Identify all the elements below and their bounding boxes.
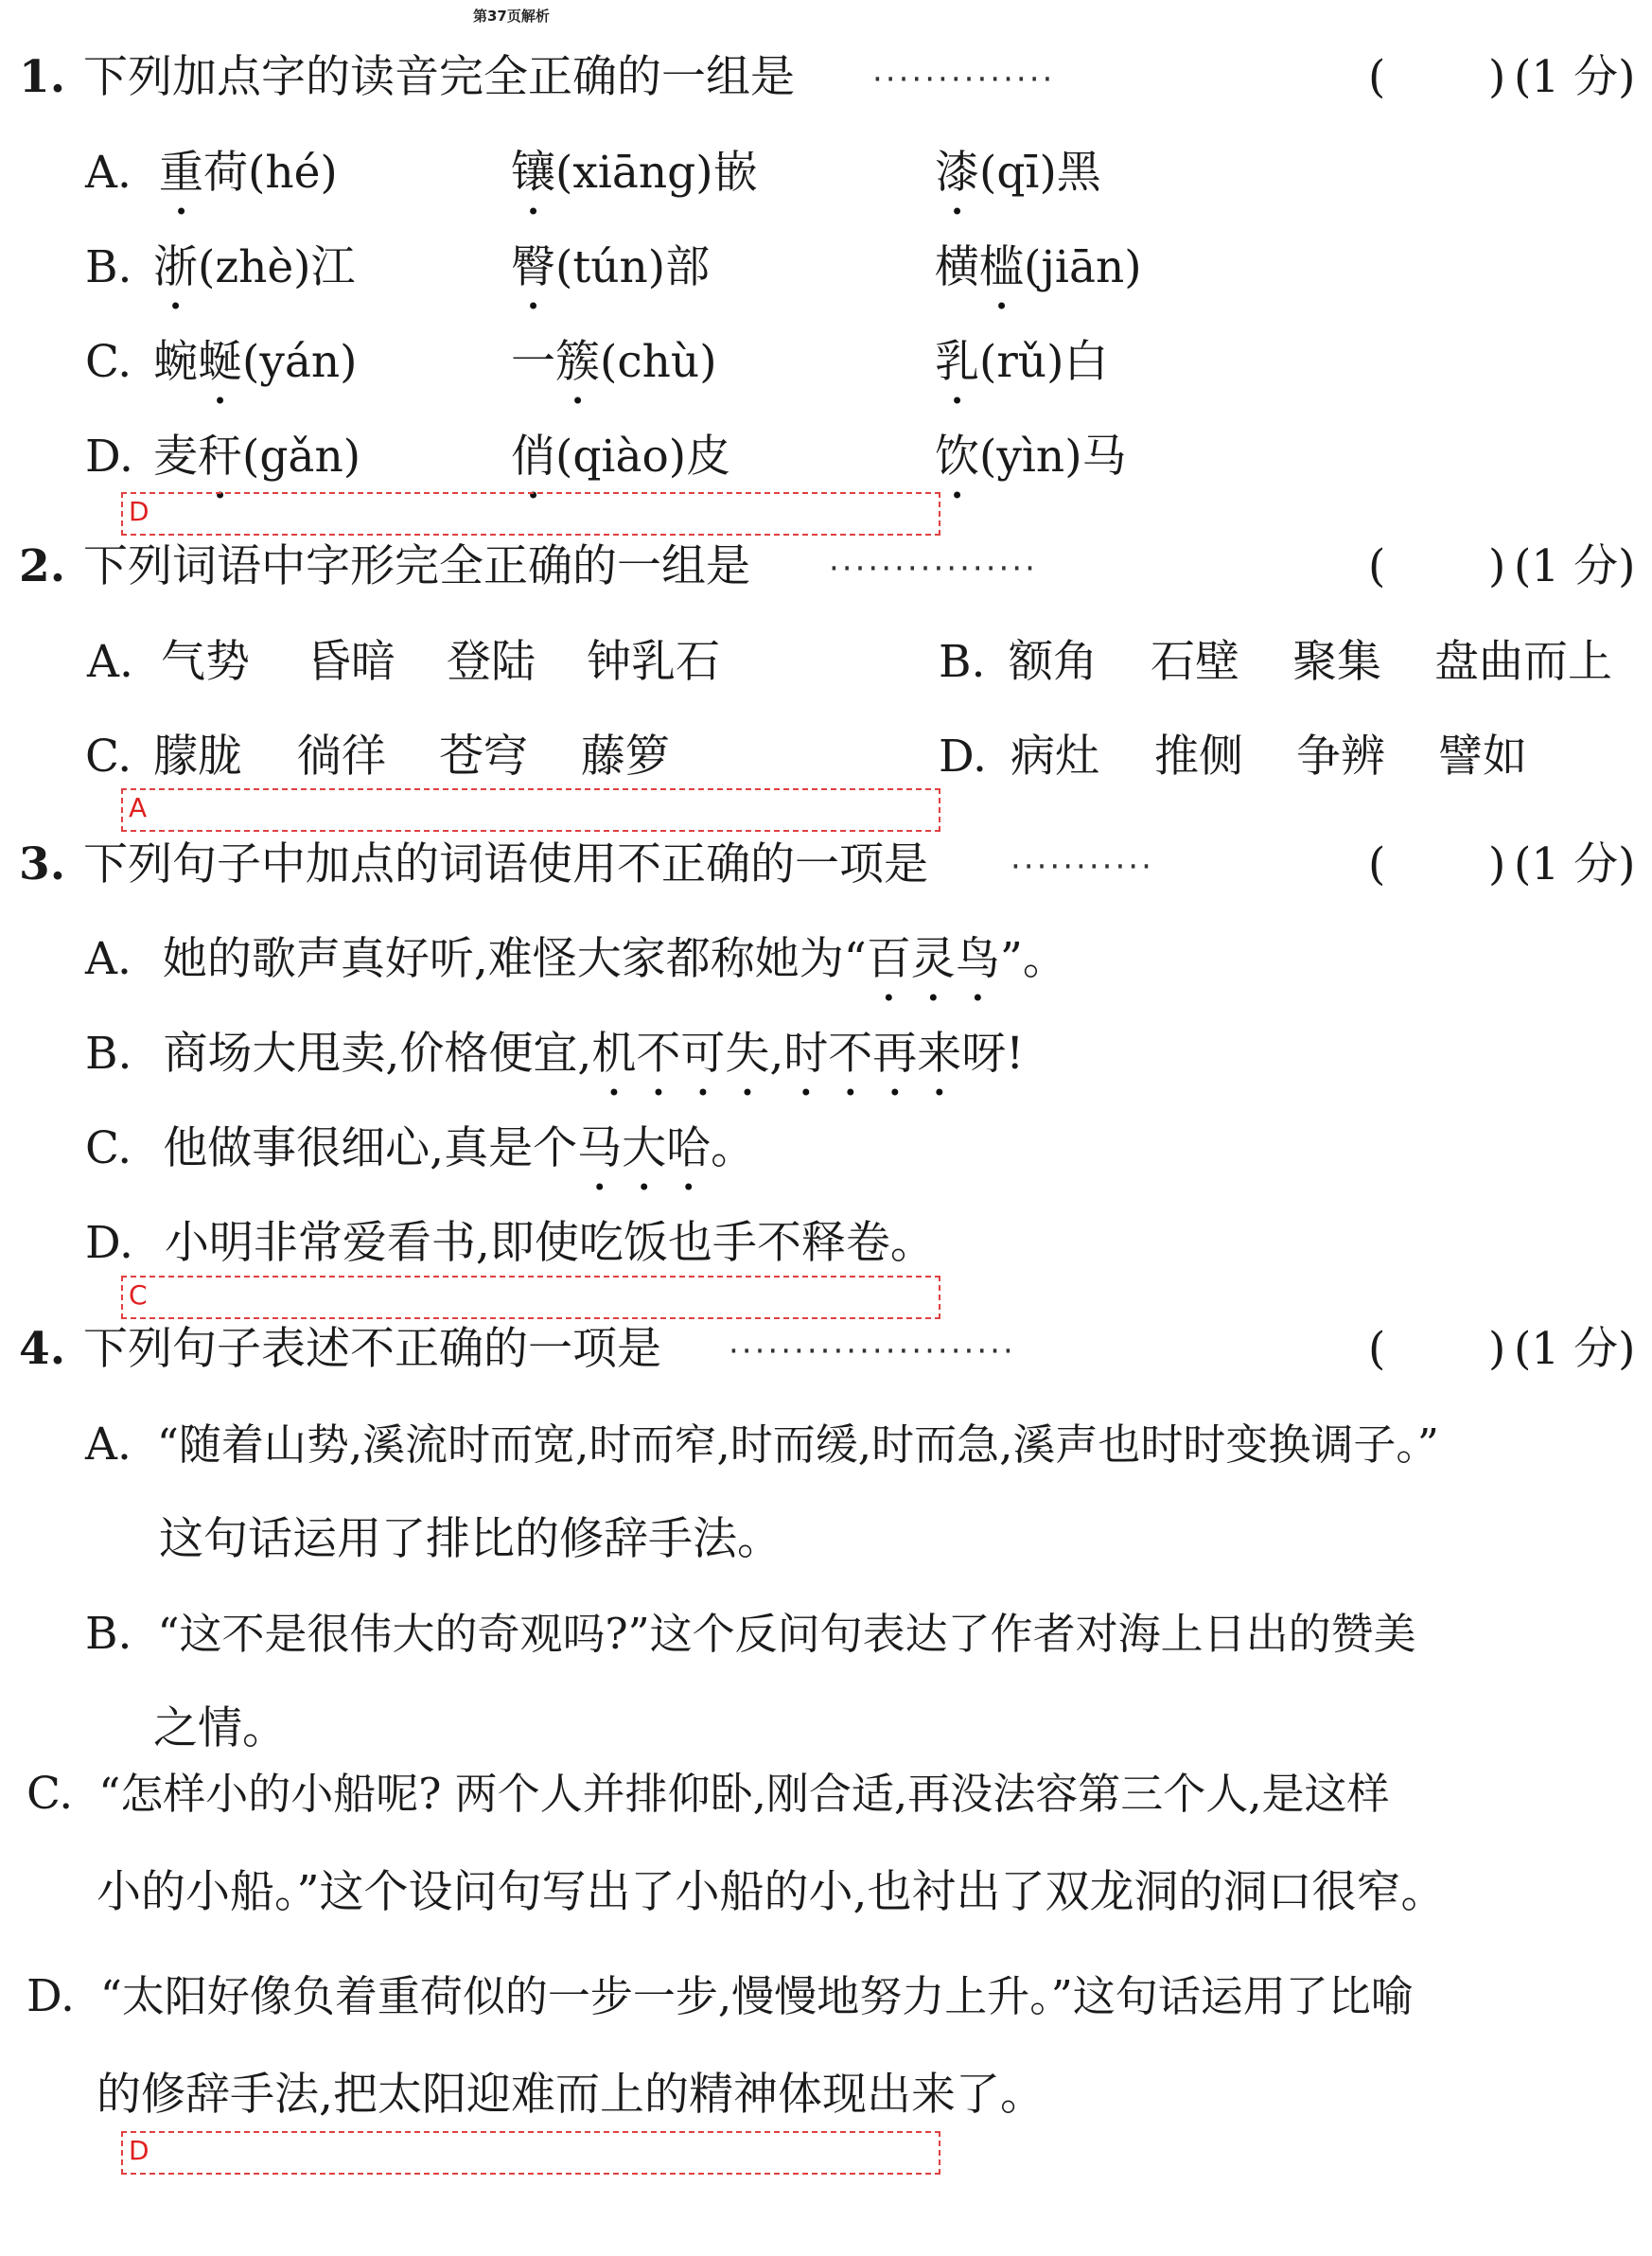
option-text: 小明非常爱看书,即使吃饭也手不释卷。	[164, 1217, 935, 1269]
option-letter: D.	[85, 431, 133, 483]
word-tail: 荷(hé)	[203, 147, 338, 199]
word-tail: (yán)	[242, 336, 358, 388]
option-word: 昏暗	[307, 636, 395, 688]
option-text: “太阳好像负着重荷似的一步一步,慢慢地努力上升。”这句话运用了比喻	[99, 1971, 1414, 2021]
option-letter: D.	[26, 1970, 75, 2022]
leader-dots: ················	[829, 550, 1038, 588]
option-word: 苍穹	[439, 731, 528, 783]
emphasized-phrase: 百灵鸟	[866, 933, 1000, 985]
option-text-tail: 。	[711, 1122, 756, 1174]
option-word: 臀(tún)部	[511, 241, 711, 293]
answer-text: C	[129, 1279, 148, 1311]
option-word: 横槛(jiān)	[935, 241, 1142, 293]
option-word: 譬如	[1438, 731, 1527, 783]
question-number: 2.	[19, 540, 66, 592]
option-row	[85, 1026, 1024, 1106]
answer-box[interactable]	[121, 492, 940, 536]
option-word: 登陆	[447, 636, 536, 688]
word-tail: (chù)	[600, 336, 717, 388]
option-letter: A.	[87, 636, 133, 688]
option-continuation: 这句话运用了排比的修辞手法。	[159, 1513, 782, 1565]
answer-paren-left: (	[1368, 1323, 1386, 1375]
answer-text: A	[129, 792, 148, 823]
option-word: 乳(rǔ)白	[935, 336, 1109, 388]
score-label: (1 分)	[1514, 1323, 1636, 1375]
option-letter: A.	[85, 147, 132, 199]
option-word: 盘曲而上	[1434, 636, 1612, 688]
answer-paren-right: )	[1488, 540, 1506, 592]
option-row	[85, 931, 1067, 1012]
option-word: 重荷(hé)	[159, 147, 338, 199]
emphasized-phrase: 马大哈	[577, 1122, 712, 1174]
option-letter: C.	[26, 1768, 74, 1820]
option-word: 浙(zhè)江	[153, 241, 356, 293]
answer-text: D	[129, 2135, 149, 2166]
word-tail: (jiān)	[1024, 241, 1142, 293]
score-label: (1 分)	[1514, 540, 1636, 592]
option-word: 病灶	[1011, 731, 1099, 783]
option-letter: C.	[85, 1122, 132, 1174]
option-word: 蜿蜒(yán)	[153, 336, 358, 388]
question-1-header	[0, 49, 1652, 106]
word-tail: (qiào)皮	[555, 431, 731, 483]
option-text-tail: 呀!	[961, 1028, 1025, 1080]
option-continuation: 的修辞手法,把太阳迎难而上的精神体现出来了。	[97, 2069, 1045, 2121]
option-word: 徜徉	[297, 731, 386, 783]
answer-text: D	[129, 496, 149, 527]
answer-box[interactable]	[121, 2131, 940, 2175]
option-text: “怎样小的小船呢? 两个人并排仰卧,刚合适,再没法容第三个人,是这样	[98, 1769, 1390, 1819]
question-number: 4.	[19, 1323, 66, 1375]
option-word: 石壁	[1151, 636, 1239, 688]
option-row	[85, 1417, 1439, 1473]
option-word: 额角	[1009, 636, 1098, 688]
question-number: 3.	[19, 838, 66, 890]
option-word: 漆(qī)黑	[935, 147, 1101, 199]
option-letter: D.	[939, 731, 987, 783]
question-text: 下列加点字的读音完全正确的一组是	[83, 51, 795, 103]
leader-dots: ···········	[1011, 848, 1154, 886]
word-tail: (yìn)马	[979, 431, 1127, 483]
option-text: “随着山势,溪流时而宽,时而窄,时而缓,时而急,溪声也时时变换调子。”	[156, 1419, 1439, 1470]
word-tail: (tún)部	[555, 241, 711, 293]
option-word: 一簇(chù)	[511, 336, 717, 388]
word-tail: (qī)黑	[979, 147, 1101, 199]
option-continuation: 小的小船。”这个设问句写出了小船的小,也衬出了双龙洞的洞口很窄。	[97, 1866, 1446, 1918]
answer-paren-left: (	[1368, 540, 1386, 592]
option-letter: B.	[85, 1608, 132, 1660]
question-text: 下列词语中字形完全正确的一组是	[83, 540, 750, 592]
question-number: 1.	[19, 51, 66, 103]
answer-paren-left: (	[1368, 51, 1386, 103]
answer-box[interactable]	[121, 788, 940, 832]
question-text: 下列句子表述不正确的一项是	[83, 1323, 661, 1375]
option-letter: A.	[85, 933, 132, 985]
page-header: 第37页解析	[473, 8, 550, 25]
option-text-tail: ”。	[999, 933, 1067, 985]
word-tail: (zhè)江	[198, 241, 356, 293]
option-text: 他做事很细心,真是个	[163, 1122, 578, 1174]
answer-paren-right: )	[1488, 1323, 1506, 1375]
option-letter: D.	[85, 1217, 133, 1269]
leader-dots: ··············	[872, 61, 1056, 98]
word-tail: (xiāng)嵌	[555, 147, 758, 199]
option-letter: C.	[85, 731, 132, 783]
option-word: 饮(yìn)马	[935, 431, 1127, 483]
answer-paren-left: (	[1368, 838, 1386, 890]
option-letter: B.	[939, 636, 986, 688]
answer-paren-right: )	[1488, 51, 1506, 103]
score-label: (1 分)	[1514, 51, 1636, 103]
option-word: 俏(qiào)皮	[511, 431, 731, 483]
option-word: 钟乳石	[587, 636, 720, 688]
option-word: 朦胧	[153, 731, 242, 783]
option-row	[26, 1968, 1414, 2025]
leader-dots: ······················	[729, 1332, 1016, 1370]
option-continuation: 之情。	[153, 1702, 287, 1754]
option-text: 商场大甩卖,价格便宜,	[163, 1028, 592, 1080]
answer-paren-right: )	[1488, 838, 1506, 890]
option-word: 藤箩	[581, 731, 670, 783]
option-text: 她的歌声真好听,难怪大家都称她为“	[162, 933, 867, 985]
option-row	[85, 1606, 1416, 1663]
option-word: 聚集	[1292, 636, 1381, 688]
option-word: 镶(xiāng)嵌	[511, 147, 758, 199]
option-letter: C.	[85, 336, 132, 388]
option-word: 麦秆(gǎn)	[153, 431, 361, 483]
question-text: 下列句子中加点的词语使用不正确的一项是	[83, 838, 928, 890]
emphasized-phrase: 机不可失,时不再来	[591, 1028, 962, 1080]
score-label: (1 分)	[1514, 838, 1636, 890]
word-tail: (rǔ)白	[979, 336, 1109, 388]
option-row	[85, 1120, 755, 1201]
option-letter: A.	[85, 1419, 132, 1471]
option-letter: B.	[85, 1028, 132, 1080]
option-row	[26, 1766, 1390, 1823]
word-tail: (gǎn)	[242, 431, 361, 483]
option-word: 气势	[161, 636, 250, 688]
option-word: 推侧	[1154, 731, 1243, 783]
option-text: “这不是很伟大的奇观吗?”这个反问句表达了作者对海上日出的赞美	[157, 1609, 1416, 1659]
option-row	[85, 1215, 935, 1272]
option-letter: B.	[85, 241, 132, 293]
option-word: 争辨	[1296, 731, 1385, 783]
answer-box[interactable]	[121, 1276, 940, 1319]
